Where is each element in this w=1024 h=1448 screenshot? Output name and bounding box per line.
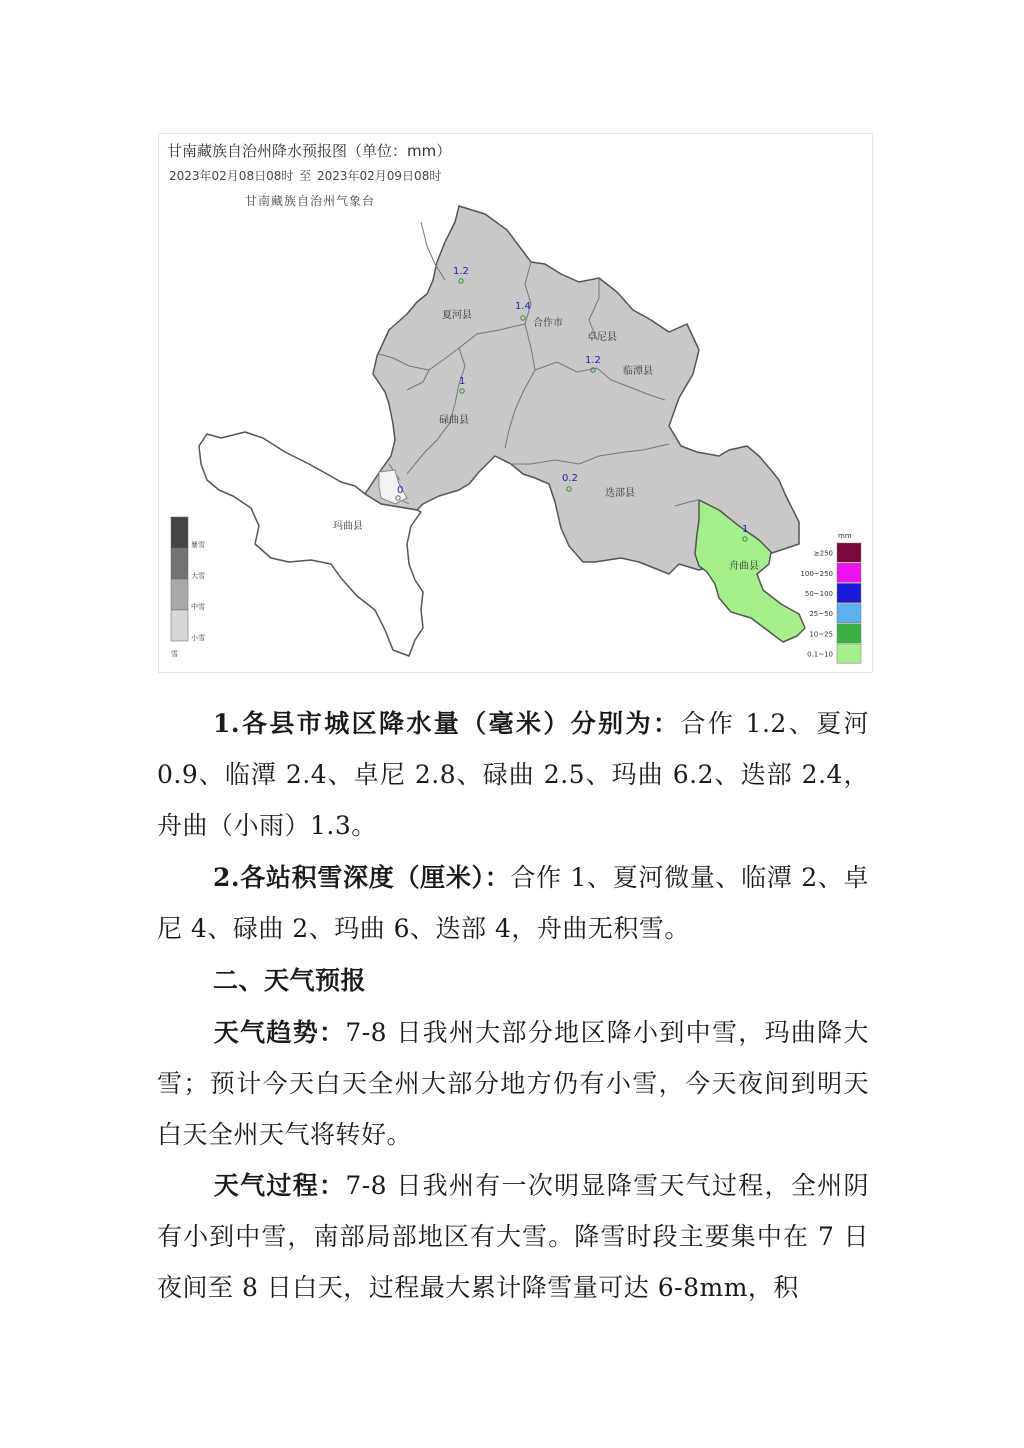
rain-legend-unit: mm <box>838 532 852 540</box>
paragraph-trend <box>157 1007 869 1160</box>
rain-legend-swatch <box>837 604 861 623</box>
map-title: 甘南藏族自治州降水预报图（单位：mm） <box>167 142 452 160</box>
rain-legend-label: 100~250 <box>800 569 833 578</box>
paragraph-lead: 1.各县市城区降水量（毫米）分别为： <box>213 709 681 738</box>
map-region-gray <box>365 206 799 574</box>
county-label-lintan: 临潭县 <box>623 366 653 377</box>
snow-legend-label: 暴雪 <box>191 541 205 549</box>
rain-legend-label: 0.1~10 <box>807 650 833 659</box>
station-value: 1.2 <box>585 355 601 366</box>
station-value: 1 <box>742 524 749 535</box>
snow-legend <box>171 517 205 658</box>
rain-legend-swatch <box>837 624 861 643</box>
paragraph-precipitation <box>157 698 869 851</box>
map-source: 甘南藏族自治州气象台 <box>245 194 376 208</box>
station-value: 1.4 <box>515 301 531 312</box>
snow-legend-label: 大雪 <box>191 572 205 580</box>
rain-legend-swatch <box>837 583 861 602</box>
section-heading <box>157 955 869 1006</box>
paragraph-text: 7-8 日我州大部分地区降小到中雪，玛曲降大雪；预计今天白天全州大部分地方仍有小雪，今天夜间到明天白天全州天气将转好。 <box>157 1018 869 1149</box>
station-value: 0.2 <box>562 473 578 484</box>
rain-legend-label: ≥250 <box>813 549 833 558</box>
paragraph-text: 合作 1、夏河微量、临潭 2、卓尼 4、碌曲 2、玛曲 6、迭部 4，舟曲无积雪。 <box>157 863 869 943</box>
rain-legend-label: 25~50 <box>809 610 833 619</box>
station-value: 0 <box>397 485 404 496</box>
station-value: 1 <box>459 376 466 387</box>
rain-legend-swatch <box>837 563 861 582</box>
paragraph-lead: 天气过程： <box>213 1171 346 1200</box>
rain-legend-swatch <box>837 644 861 663</box>
snow-legend-label: 中雪 <box>191 603 205 611</box>
county-label-hezuo: 合作市 <box>533 318 563 329</box>
snow-legend-label: 小雪 <box>191 634 205 642</box>
county-label-zhuoni: 卓尼县 <box>587 332 617 343</box>
precipitation-map-figure <box>158 133 873 673</box>
station-value: 1.2 <box>453 266 469 277</box>
rain-legend-label: 10~25 <box>809 630 833 639</box>
heading-text: 二、天气预报 <box>213 966 367 995</box>
rain-legend-label: 50~100 <box>804 590 833 598</box>
paragraph-text: 合作 1.2、夏河 0.9、临潭 2.4、卓尼 2.8、碌曲 2.5、玛曲 6.2、迭部 2.4，舟曲（小雨）1.3。 <box>157 709 869 840</box>
county-label-maqu: 玛曲县 <box>333 521 363 532</box>
county-label-xiahe: 夏河县 <box>442 310 472 321</box>
paragraph-snow-depth <box>157 852 869 954</box>
county-label-diebu: 迭部县 <box>605 488 635 499</box>
county-label-zhouqu: 舟曲县 <box>729 561 759 572</box>
paragraph-text: 7-8 日我州有一次明显降雪天气过程，全州阴有小到中雪，南部局部地区有大雪。降雪时段主要集中在 7 日夜间至 8 日白天，过程最大累计降雪量可达 6-8mm，积 <box>157 1171 869 1302</box>
map-time-range: 2023年02月08日08时 至 2023年02月09日08时 <box>169 169 442 183</box>
paragraph-process <box>157 1160 869 1313</box>
paragraph-lead: 天气趋势： <box>213 1018 346 1047</box>
county-label-luqu: 碌曲县 <box>439 415 469 426</box>
rain-legend-swatch <box>837 543 861 562</box>
precipitation-map <box>159 134 872 672</box>
rain-legend <box>800 532 861 663</box>
snow-legend-caption: 雪 <box>171 650 178 658</box>
paragraph-lead: 2.各站积雪深度（厘米）： <box>213 863 511 892</box>
